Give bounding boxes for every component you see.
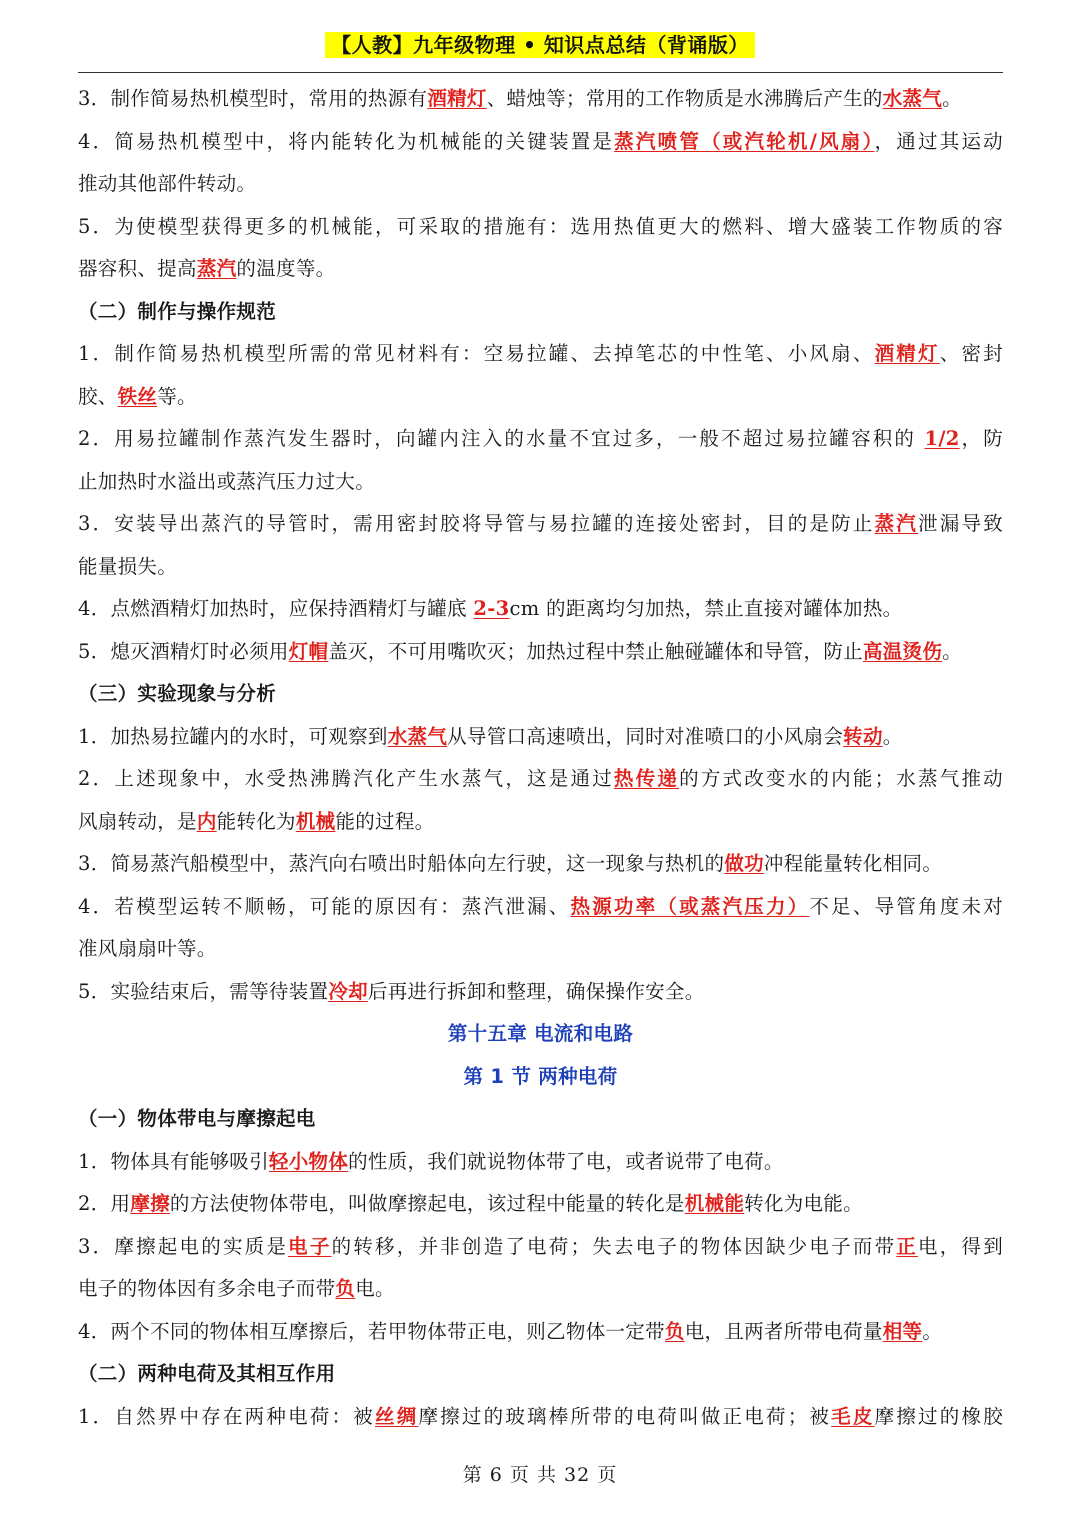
chapter-heading (78, 1056, 1003, 1099)
answer-fill: 热传递 (613, 767, 680, 790)
line-text: 2．用 (78, 1192, 131, 1215)
line-text: 器容积、提高 (78, 257, 197, 280)
text-line (78, 333, 1003, 376)
line-text: ，防 (959, 427, 1003, 450)
page-footer: 第 6 页 共 32 页 (462, 1464, 618, 1486)
answer-fill: 机械 (295, 809, 336, 833)
answer-fill: 2-3 (473, 597, 510, 620)
line-text: 能转化为 (216, 809, 296, 833)
answer-fill: 热源功率（或蒸汽压力） (570, 894, 810, 918)
line-text: 的方式改变水的内能；水蒸气推动 (679, 767, 1003, 790)
line-text: （二）制作与操作规范 (78, 299, 277, 323)
text-line (78, 376, 1003, 419)
line-text: 电，得到 (918, 1234, 1003, 1258)
text-line (78, 588, 1003, 631)
line-text: 的方法使物体带电，叫做摩擦起电，该过程中能量的转化是 (169, 1192, 685, 1215)
line-text: 不足、导管角度未对 (809, 894, 1003, 918)
answer-fill: 负 (335, 1277, 356, 1300)
line-text: 3．简易蒸汽船模型中，蒸汽向右喷出时船体向左行驶，这一现象与热机的 (78, 852, 725, 875)
answer-fill: 冷却 (328, 979, 368, 1003)
header-title: 【人教】九年级物理 • 知识点总结（背诵版） (325, 32, 755, 58)
line-text: 风扇转动，是 (78, 809, 197, 833)
answer-fill: 轻小物体 (268, 1149, 349, 1173)
text-line (78, 1226, 1003, 1269)
line-text: 泄漏导致 (918, 512, 1003, 535)
text-line (78, 546, 1003, 589)
answer-fill: 水蒸气 (882, 87, 943, 110)
line-text: 能量损失。 (78, 554, 178, 578)
header-rule (78, 72, 1003, 73)
answer-fill: 相等 (882, 1319, 923, 1343)
line-text: 电。 (355, 1277, 395, 1300)
answer-fill: 毛皮 (831, 1404, 875, 1428)
line-text: 转化为电能。 (744, 1192, 863, 1215)
line-text: 1．制作简易热机模型所需的常见材料有：空易拉罐、去掉笔芯的中性笔、小风扇、 (78, 342, 875, 365)
text-line (78, 78, 1003, 121)
section-heading (78, 291, 1003, 334)
answer-fill: 丝绸 (375, 1404, 419, 1428)
line-text: （三）实验现象与分析 (78, 682, 277, 705)
line-text: 第十五章 电流和电路 (447, 1022, 634, 1045)
text-line (78, 631, 1003, 674)
text-line (78, 758, 1003, 801)
answer-fill: 铁丝 (117, 384, 158, 408)
text-line (78, 418, 1003, 461)
answer-fill: 摩擦 (130, 1192, 170, 1215)
line-text: ，通过其运动 (874, 129, 1003, 153)
line-text: 5．实验结束后，需等待装置 (78, 979, 329, 1003)
line-text: 3．制作简易热机模型时，常用的热源有 (78, 87, 428, 110)
line-text: 2．用易拉罐制作蒸汽发生器时，向罐内注入的水量不宜过多，一般不超过易拉罐容积的 (78, 427, 925, 450)
line-text: 第 1 节 两种电荷 (463, 1064, 618, 1088)
line-text: 。 (922, 1319, 943, 1343)
line-text: 3．安装导出蒸汽的导管时，需用密封胶将导管与易拉罐的连接处密封，目的是防止 (78, 512, 875, 535)
answer-fill: 水蒸气 (387, 724, 448, 748)
answer-fill: 酒精灯 (427, 87, 487, 110)
chapter-heading (78, 1013, 1003, 1056)
line-text: 1．加热易拉罐内的水时，可观察到 (78, 724, 388, 748)
line-text: cm 的距离均匀加热，禁止直接对罐体加热。 (509, 597, 903, 620)
line-text: 。 (942, 639, 962, 663)
line-text: （二）两种电荷及其相互作用 (78, 1362, 336, 1385)
section-heading (78, 1098, 1003, 1141)
line-text: 电，且两者所带电荷量 (684, 1319, 883, 1343)
line-text: 能的过程。 (335, 809, 435, 833)
line-text: 1．物体具有能够吸引 (78, 1149, 269, 1173)
text-line (78, 248, 1003, 291)
answer-fill: 蒸汽喷管（或汽轮机/风扇） (614, 129, 875, 153)
line-text: 推动其他部件转动。 (78, 172, 257, 195)
line-text: 3．摩擦起电的实质是 (78, 1234, 289, 1258)
line-text: （一）物体带电与摩擦起电 (78, 1107, 316, 1130)
answer-fill: 灯帽 (288, 639, 329, 663)
line-text: 4．若模型运转不顺畅，可能的原因有：蒸汽泄漏、 (78, 894, 571, 918)
answer-fill: 高温烫伤 (862, 639, 943, 663)
answer-fill: 负 (664, 1319, 685, 1343)
line-text: 摩擦过的橡胶 (874, 1404, 1003, 1428)
line-text: 胶、 (78, 384, 118, 408)
document-body (78, 78, 1003, 1438)
answer-fill: 做功 (724, 852, 764, 875)
text-line (78, 163, 1003, 206)
text-line (78, 206, 1003, 249)
line-text: 2．上述现象中，水受热沸腾汽化产生水蒸气，这是通过 (78, 767, 614, 790)
line-text: 1．自然界中存在两种电荷：被 (78, 1404, 375, 1428)
line-text: 、蜡烛等；常用的工作物质是水沸腾后产生的 (486, 87, 883, 110)
text-line (78, 1396, 1003, 1439)
line-text: 电子的物体因有多余电子而带 (78, 1277, 336, 1300)
line-text: 的温度等。 (236, 257, 336, 280)
line-text: 止加热时水溢出或蒸汽压力过大。 (78, 469, 376, 493)
line-text: 的转移，并非创造了电荷；失去电子的物体因缺少电子而带 (331, 1234, 897, 1258)
answer-fill: 机械能 (684, 1192, 745, 1215)
text-line (78, 801, 1003, 844)
text-line (78, 121, 1003, 164)
text-line (78, 716, 1003, 759)
section-heading (78, 1353, 1003, 1396)
text-line (78, 1183, 1003, 1226)
line-text: 、密封 (939, 342, 1003, 365)
section-heading (78, 673, 1003, 716)
line-text: 后再进行拆卸和整理，确保操作安全。 (367, 979, 705, 1003)
line-text: 5．熄灭酒精灯时必须用 (78, 639, 289, 663)
line-text: 冲程能量转化相同。 (763, 852, 943, 875)
page-header (0, 32, 1080, 58)
text-line (78, 971, 1003, 1014)
text-line (78, 928, 1003, 971)
line-text: 4．两个不同的物体相互摩擦后，若甲物体带正电，则乙物体一定带 (78, 1319, 665, 1343)
line-text: 5．为使模型获得更多的机械能，可采取的措施有：选用热值更大的燃料、增大盛装工作物质的容 (78, 214, 1003, 238)
line-text: 4．简易热机模型中，将内能转化为机械能的关键装置是 (78, 129, 615, 153)
answer-fill: 内 (196, 809, 217, 833)
line-text: 。 (942, 87, 962, 110)
line-text: 从导管口高速喷出，同时对准喷口的小风扇会 (447, 724, 844, 748)
line-text: 。 (882, 724, 903, 748)
answer-fill: 1/2 (924, 427, 960, 450)
answer-fill: 转动 (843, 724, 883, 748)
answer-fill: 正 (896, 1234, 919, 1258)
line-text: 摩擦过的玻璃棒所带的电荷叫做正电荷；被 (418, 1404, 832, 1428)
answer-fill: 蒸汽 (196, 257, 237, 280)
line-text: 4．点燃酒精灯加热时，应保持酒精灯与罐底 (78, 597, 474, 620)
line-text: 的性质，我们就说物体带了电，或者说带了电荷。 (348, 1149, 784, 1173)
text-line (78, 1268, 1003, 1311)
answer-fill: 蒸汽 (874, 512, 919, 535)
text-line (78, 886, 1003, 929)
text-line (78, 461, 1003, 504)
answer-fill: 电子 (288, 1234, 332, 1258)
answer-fill: 酒精灯 (874, 342, 940, 365)
text-line (78, 503, 1003, 546)
text-line (78, 843, 1003, 886)
text-line (78, 1311, 1003, 1354)
line-text: 准风扇扇叶等。 (78, 937, 217, 960)
line-text: 等。 (157, 384, 197, 408)
text-line (78, 1141, 1003, 1184)
line-text: 盖灭，不可用嘴吹灭；加热过程中禁止触碰罐体和导管，防止 (328, 639, 863, 663)
